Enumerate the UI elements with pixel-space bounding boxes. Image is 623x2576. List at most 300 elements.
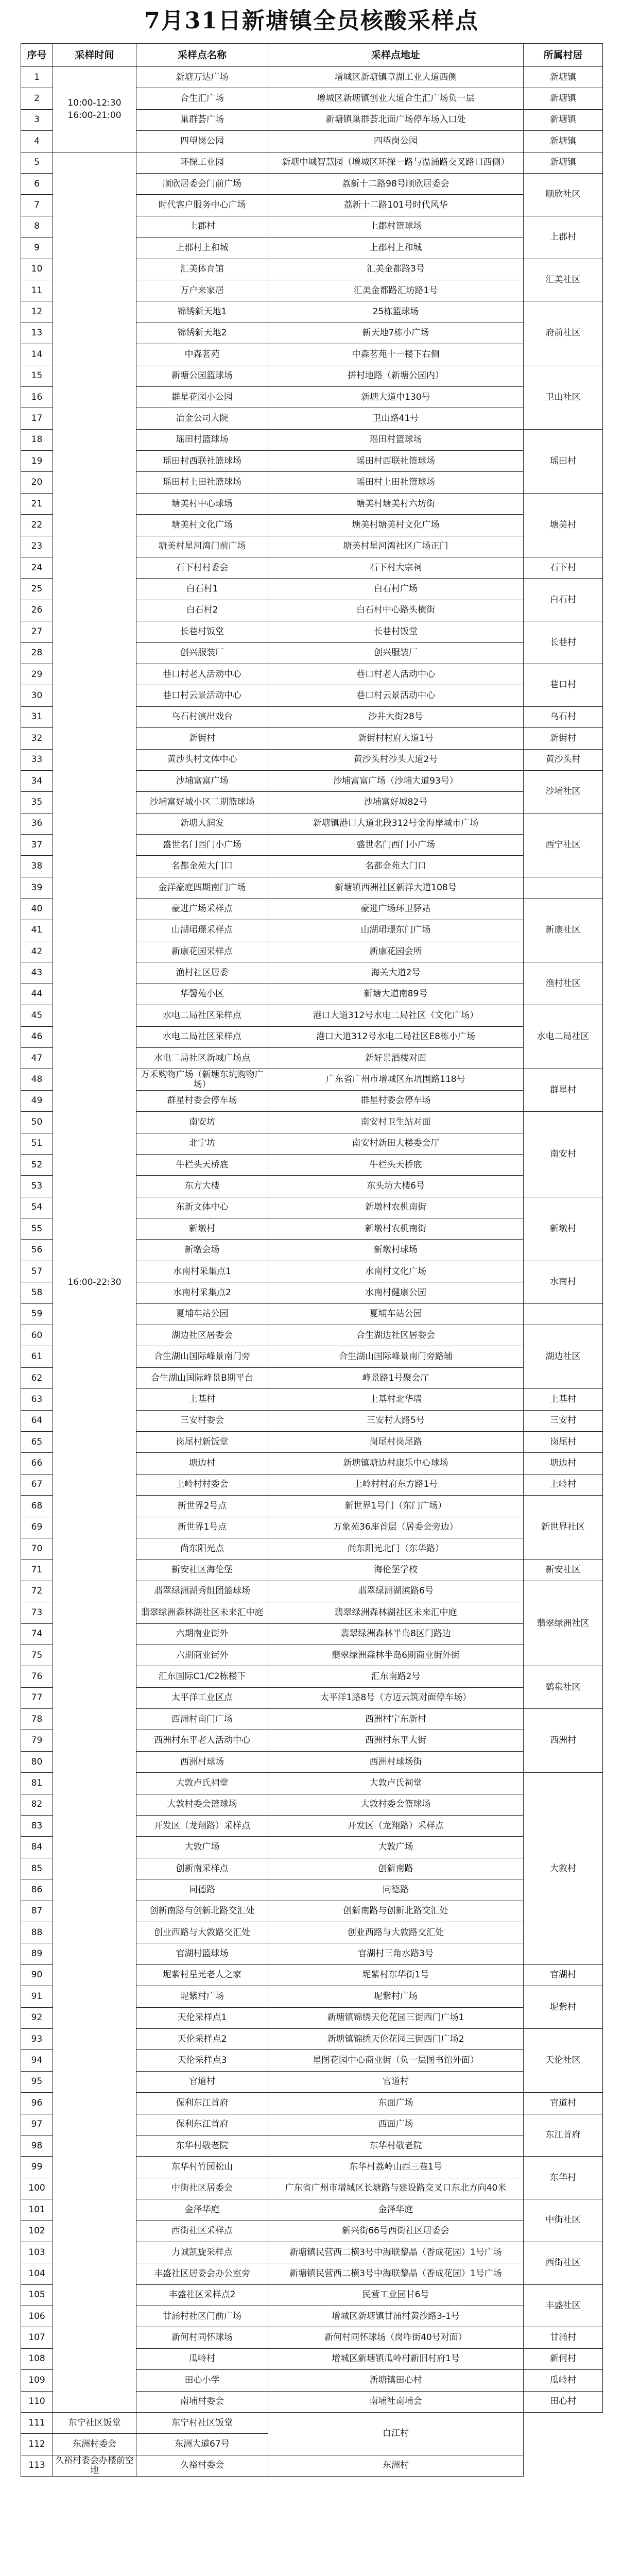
site-address: 新墩村农机南街 [268, 1197, 524, 1218]
row-index: 92 [21, 2007, 53, 2028]
row-index: 16 [21, 386, 53, 408]
row-index: 20 [21, 472, 53, 493]
site-name: 豪进广场采样点 [136, 899, 268, 920]
community: 东洲村 [268, 2455, 524, 2476]
community: 南安村 [524, 1112, 603, 1197]
site-name: 水电二局社区新城广场点 [136, 1047, 268, 1069]
site-name: 盛世名门西门小广场 [136, 835, 268, 856]
site-name: 南安坊 [136, 1112, 268, 1133]
site-address: 翡翠绿洲森林半岛6期商业街外街 [268, 1645, 524, 1666]
community: 甘涌村 [524, 2327, 603, 2348]
page-title: 7月31日新塘镇全员核酸采样点 [144, 8, 479, 34]
site-name: 白石村2 [136, 600, 268, 621]
site-address: 汇美金都路汇坊路1号 [268, 280, 524, 301]
site-address: 新天地7栋小广场 [268, 323, 524, 344]
site-address: 四望岗公园 [268, 131, 524, 152]
site-name: 渔村社区居委 [136, 962, 268, 984]
site-name: 顺欣居委会门前广场 [136, 173, 268, 194]
row-index: 104 [21, 2263, 53, 2284]
site-address: 名都金苑大门口 [268, 856, 524, 877]
site-address: 创新南路与创新北路交汇处 [268, 1901, 524, 1922]
site-address: 港口大道312号水电二局社区E8栋小广场 [268, 1026, 524, 1047]
community: 新塘镇 [524, 109, 603, 130]
site-name: 力诚凯旋采样点 [136, 2242, 268, 2263]
community: 长巷村 [524, 621, 603, 664]
row-index: 76 [21, 1666, 53, 1687]
site-name: 夏埔车站公园 [136, 1303, 268, 1325]
site-address: 民营工业园甘6号 [268, 2284, 524, 2306]
header-community: 所属村居 [524, 44, 603, 67]
site-address: 汇美金都路3号 [268, 259, 524, 280]
row-index: 59 [21, 1303, 53, 1325]
site-address: 盛世名门西门小广场 [268, 835, 524, 856]
row-index: 33 [21, 749, 53, 770]
community: 新塘镇 [524, 67, 603, 88]
row-index: 64 [21, 1410, 53, 1431]
site-name: 沙埔富富广场 [136, 770, 268, 791]
site-name: 新塘万达广场 [136, 67, 268, 88]
site-address: 西洲村东平大街 [268, 1730, 524, 1751]
community: 丰盛社区 [524, 2284, 603, 2327]
row-index: 19 [21, 451, 53, 472]
community: 塘美村 [524, 493, 603, 557]
site-name: 长巷村饭堂 [136, 621, 268, 642]
site-name: 中街社区居委会 [136, 2178, 268, 2199]
site-address: 新康花园会所 [268, 941, 524, 962]
community: 水南村 [524, 1261, 603, 1303]
row-index: 95 [21, 2071, 53, 2092]
site-name: 创新南采样点 [136, 1858, 268, 1879]
site-address: 25栋篮球场 [268, 301, 524, 323]
site-address: 翡翠绿洲森林湖社区未来汇中庭 [268, 1602, 524, 1623]
site-address: 白石村广场 [268, 579, 524, 600]
site-address: 新塘镇锦绣天伦花园三街西门广场1 [268, 2007, 524, 2028]
community: 塘边村 [524, 1453, 603, 1474]
site-address: 新塘镇民营西二横3号中海联黎晶（香成花园）1号广场 [268, 2263, 524, 2284]
site-address: 黄沙头村沙头大道2号 [268, 749, 524, 770]
site-name: 湖边社区居委会 [136, 1325, 268, 1346]
row-index: 55 [21, 1218, 53, 1240]
site-name: 保利东江首府 [136, 2093, 268, 2114]
community: 巷口村 [524, 664, 603, 706]
header-site-address: 采样点地址 [268, 44, 524, 67]
row-index: 94 [21, 2050, 53, 2071]
site-name: 尚东阳光点 [136, 1538, 268, 1559]
site-address: 创新南路 [268, 1858, 524, 1879]
site-name: 水电二局社区采样点 [136, 1005, 268, 1026]
community: 新街村 [524, 728, 603, 749]
row-index: 73 [21, 1602, 53, 1623]
site-address: 久裕村委会 [136, 2455, 268, 2476]
site-name: 黄沙头村文体中心 [136, 749, 268, 770]
row-index: 31 [21, 706, 53, 727]
site-name: 西街社区采样点 [136, 2221, 268, 2242]
row-index: 96 [21, 2093, 53, 2114]
site-address: 三安村大路5号 [268, 1410, 524, 1431]
row-index: 43 [21, 962, 53, 984]
row-index: 37 [21, 835, 53, 856]
site-address: 荔新十二路101号时代风华 [268, 195, 524, 216]
site-name: 合生湖山国际峰景南门旁 [136, 1346, 268, 1367]
row-index: 65 [21, 1432, 53, 1453]
site-address: 巷口村老人活动中心 [268, 664, 524, 685]
row-index: 81 [21, 1773, 53, 1794]
sampling-points-table [21, 43, 602, 2477]
site-name: 田心小学 [136, 2370, 268, 2391]
community: 官道村 [524, 2093, 603, 2114]
row-index: 80 [21, 1751, 53, 1772]
site-address: 海伦堡学校 [268, 1560, 524, 1581]
site-name: 东华村竹园松山 [136, 2157, 268, 2178]
site-name: 三安村委会 [136, 1410, 268, 1431]
row-index: 79 [21, 1730, 53, 1751]
row-index: 26 [21, 600, 53, 621]
site-address: 西面广场 [268, 2114, 524, 2135]
site-name: 东宁社区饭堂 [53, 2412, 136, 2433]
row-index: 105 [21, 2284, 53, 2306]
community: 西宁社区 [524, 813, 603, 877]
site-address: 南安村新田大楼委会厅 [268, 1133, 524, 1154]
site-address: 新塘大道南89号 [268, 984, 524, 1005]
row-index: 83 [21, 1816, 53, 1837]
row-index: 88 [21, 1922, 53, 1943]
community: 西街社区 [524, 2242, 603, 2284]
row-index: 72 [21, 1581, 53, 1602]
site-address: 水南村健康公园 [268, 1282, 524, 1303]
community: 田心村 [524, 2391, 603, 2412]
site-name: 新墩会场 [136, 1240, 268, 1261]
site-name: 时代客户服务中心广场 [136, 195, 268, 216]
site-address: 沙井大街28号 [268, 706, 524, 727]
row-index: 8 [21, 216, 53, 237]
site-address: 拼村地路（新塘公园内） [268, 365, 524, 386]
site-name: 汇东国际C1/C2栋楼下 [136, 1666, 268, 1687]
row-index: 85 [21, 1858, 53, 1879]
site-name: 上岭村村委会 [136, 1474, 268, 1495]
site-address: 沙埔富好城82号 [268, 792, 524, 813]
row-index: 28 [21, 642, 53, 664]
community [524, 1303, 603, 1325]
site-address: 海关大道2号 [268, 962, 524, 984]
site-address: 开发区（龙翔路）采样点 [268, 1816, 524, 1837]
community: 鹤泉社区 [524, 1666, 603, 1709]
row-index: 93 [21, 2028, 53, 2049]
row-index: 48 [21, 1069, 53, 1090]
row-index: 87 [21, 1901, 53, 1922]
site-name: 翡翠绿洲湖秀组团篮球场 [136, 1581, 268, 1602]
row-index: 86 [21, 1879, 53, 1901]
row-index: 12 [21, 301, 53, 323]
row-index: 113 [21, 2455, 53, 2476]
community: 新塘镇 [524, 152, 603, 173]
community: 新墩村 [524, 1197, 603, 1261]
site-name: 新世界1号点 [136, 1517, 268, 1538]
site-address: 岗尾村岗尾路 [268, 1432, 524, 1453]
site-address: 翡翠绿洲湖滨路6号 [268, 1581, 524, 1602]
site-address: 新塘镇民营西二横3号中海联黎晶（香成花园）1号广场 [268, 2242, 524, 2263]
row-index: 101 [21, 2199, 53, 2221]
site-address: 增城区新塘镇章湖工业大道西侧 [268, 67, 524, 88]
site-name: 塘美村星河湾门前广场 [136, 536, 268, 557]
row-index: 11 [21, 280, 53, 301]
site-address: 星图花园中心商业街（负一层图书馆外面） [268, 2050, 524, 2071]
site-address: 汇东南路2号 [268, 1666, 524, 1687]
row-index: 98 [21, 2135, 53, 2156]
site-name: 万户来家居 [136, 280, 268, 301]
site-name: 丰盛社区采样点2 [136, 2284, 268, 2306]
row-index: 30 [21, 685, 53, 706]
row-index: 27 [21, 621, 53, 642]
sampling-time: 10:00-12:30 16:00-21:00 [53, 67, 136, 152]
site-address: 白石村中心路头横街 [268, 600, 524, 621]
site-address: 东华村荔岭山西三巷1号 [268, 2157, 524, 2178]
row-index: 97 [21, 2114, 53, 2135]
row-index: 67 [21, 1474, 53, 1495]
community: 新何村 [524, 2348, 603, 2369]
site-name: 上郡村 [136, 216, 268, 237]
site-name: 环探工业园 [136, 152, 268, 173]
site-name: 新安社区海伦堡 [136, 1560, 268, 1581]
site-name: 沙埔富好城小区二期篮球场 [136, 792, 268, 813]
site-address: 新墩村球场 [268, 1240, 524, 1261]
site-name: 合生湖山国际峰景B期平台 [136, 1367, 268, 1388]
row-index: 4 [21, 131, 53, 152]
row-index: 66 [21, 1453, 53, 1474]
community: 大敦村 [524, 1773, 603, 1965]
site-name: 南埔村委会 [136, 2391, 268, 2412]
site-address: 上基村北华墙 [268, 1389, 524, 1410]
row-index: 54 [21, 1197, 53, 1218]
row-index: 14 [21, 344, 53, 365]
site-name: 上郡村上和城 [136, 238, 268, 259]
site-name: 万禾购物广场（新塘东坑购物广场） [136, 1069, 268, 1090]
row-index: 53 [21, 1176, 53, 1197]
site-name: 上基村 [136, 1389, 268, 1410]
community: 翡翠绿洲社区 [524, 1581, 603, 1666]
community: 天伦社区 [524, 2028, 603, 2092]
site-address: 东面广场 [268, 2093, 524, 2114]
site-address: 西洲村宁东新村 [268, 1709, 524, 1730]
site-address: 峰景路1号聚会厅 [268, 1367, 524, 1388]
site-name: 西洲村南门广场 [136, 1709, 268, 1730]
site-name: 瑶田村篮球场 [136, 429, 268, 450]
site-name: 六期商业街外 [136, 1645, 268, 1666]
site-address: 东宁村社区饭堂 [136, 2412, 268, 2433]
site-address: 太平洋1路8号（方迈云筑对面停车场） [268, 1687, 524, 1708]
site-name: 名都金苑大门口 [136, 856, 268, 877]
row-index: 13 [21, 323, 53, 344]
site-name: 石下村村委会 [136, 557, 268, 578]
row-index: 56 [21, 1240, 53, 1261]
community: 新康社区 [524, 899, 603, 962]
site-address: 石下村大宗祠 [268, 557, 524, 578]
site-address: 荔新十二路98号顺欣居委会 [268, 173, 524, 194]
community: 新塘镇 [524, 131, 603, 152]
row-index: 39 [21, 877, 53, 898]
community: 官湖村 [524, 1964, 603, 1986]
site-address: 增城区新塘镇甘涌村黄沙路3-1号 [268, 2306, 524, 2327]
site-name: 坭紫村广场 [136, 1986, 268, 2007]
row-index: 7 [21, 195, 53, 216]
site-name: 天伦采样点3 [136, 2050, 268, 2071]
site-address: 坭紫村东华街1号 [268, 1964, 524, 1986]
site-name: 瑶田村西联社篮球场 [136, 451, 268, 472]
site-address: 卫山路41号 [268, 408, 524, 429]
site-address: 广东省广州市增城区东坑围路118号 [268, 1069, 524, 1090]
header-index: 序号 [21, 44, 53, 67]
row-index: 107 [21, 2327, 53, 2348]
site-address: 新塘镇西洲社区新洋大道108号 [268, 877, 524, 898]
row-index: 5 [21, 152, 53, 173]
site-name: 金泽华庭 [136, 2199, 268, 2221]
site-name: 乌石村演出戏台 [136, 706, 268, 727]
row-index: 29 [21, 664, 53, 685]
site-name: 甘涌村社区门前广场 [136, 2306, 268, 2327]
site-name: 水南村采集点1 [136, 1261, 268, 1282]
community: 上基村 [524, 1389, 603, 1410]
site-address: 新塘镇锦绣天伦花园三街西门广场2 [268, 2028, 524, 2049]
row-index: 103 [21, 2242, 53, 2263]
site-name: 西洲村球场 [136, 1751, 268, 1772]
site-address: 南埔社南埔会 [268, 2391, 524, 2412]
community: 新安社区 [524, 1560, 603, 1581]
site-address: 水南村文化广场 [268, 1261, 524, 1282]
site-address: 牛栏头天桥底 [268, 1154, 524, 1175]
row-index: 109 [21, 2370, 53, 2391]
site-address: 合生湖山国际峰景南门旁路辅 [268, 1346, 524, 1367]
site-address: 增城区新塘镇瓜岭村新旧村府1号 [268, 2348, 524, 2369]
row-index: 24 [21, 557, 53, 578]
row-index: 9 [21, 238, 53, 259]
row-index: 111 [21, 2412, 53, 2433]
site-address: 东洲大道67号 [136, 2434, 268, 2455]
site-name: 创新南路与创新北路交汇处 [136, 1901, 268, 1922]
site-name: 锦绣新天地2 [136, 323, 268, 344]
row-index: 100 [21, 2178, 53, 2199]
site-name: 巢群荟广场 [136, 109, 268, 130]
row-index: 35 [21, 792, 53, 813]
site-name: 华馨苑小区 [136, 984, 268, 1005]
site-address: 官道村 [268, 2071, 524, 2092]
row-index: 10 [21, 259, 53, 280]
site-address: 新塘中城智慧园（增城区环探一路与温涌路交叉路口西侧） [268, 152, 524, 173]
row-index: 18 [21, 429, 53, 450]
site-address: 新墩村农机南街 [268, 1218, 524, 1240]
site-address: 港口大道312号水电二局社区（文化广场） [268, 1005, 524, 1026]
site-address: 山湖珺璟东门广场 [268, 920, 524, 941]
site-address: 新塘镇塘边村康乐中心球场 [268, 1453, 524, 1474]
row-index: 17 [21, 408, 53, 429]
table-header-row [21, 44, 603, 67]
row-index: 21 [21, 493, 53, 514]
site-address: 创业西路与大敦路交汇处 [268, 1922, 524, 1943]
site-address: 金泽华庭 [268, 2199, 524, 2221]
site-name: 山湖珺璟采样点 [136, 920, 268, 941]
row-index: 1 [21, 67, 53, 88]
site-address: 沙埔富富广场（沙埔大道93号） [268, 770, 524, 791]
site-name: 官湖村篮球场 [136, 1943, 268, 1964]
row-index: 34 [21, 770, 53, 791]
site-name: 汇美体育馆 [136, 259, 268, 280]
row-index: 91 [21, 1986, 53, 2007]
community: 石下村 [524, 557, 603, 578]
row-index: 41 [21, 920, 53, 941]
site-address: 万象苑36座首层（居委会旁边） [268, 1517, 524, 1538]
community: 黄沙头村 [524, 749, 603, 770]
site-address: 东头坊大楼6号 [268, 1176, 524, 1197]
site-address: 瑶田村西联社篮球场 [268, 451, 524, 472]
site-name: 牛栏头天桥底 [136, 1154, 268, 1175]
site-name: 大敦广场 [136, 1837, 268, 1858]
row-index: 44 [21, 984, 53, 1005]
site-name: 水南村采集点2 [136, 1282, 268, 1303]
row-index: 49 [21, 1090, 53, 1111]
row-index: 42 [21, 941, 53, 962]
site-address: 新塘镇田心村 [268, 2370, 524, 2391]
site-name: 保利东江首府 [136, 2114, 268, 2135]
table-row [21, 2412, 603, 2433]
site-name: 天伦采样点1 [136, 2007, 268, 2028]
site-address: 尚东阳光北门（东华路） [268, 1538, 524, 1559]
row-index: 23 [21, 536, 53, 557]
site-name: 久裕村委会办楼前空地 [53, 2455, 136, 2476]
site-name: 塘美村中心球场 [136, 493, 268, 514]
site-name: 岗尾村新饭堂 [136, 1432, 268, 1453]
table-row [21, 67, 603, 88]
row-index: 90 [21, 1964, 53, 1986]
site-name: 锦绣新天地1 [136, 301, 268, 323]
community: 坭紫村 [524, 1986, 603, 2029]
site-address: 新塘大道中130号 [268, 386, 524, 408]
community: 水电二局社区 [524, 1005, 603, 1069]
community [524, 877, 603, 898]
site-name: 金洋豪庭四期南门广场 [136, 877, 268, 898]
row-index: 50 [21, 1112, 53, 1133]
community: 东江首府 [524, 2114, 603, 2157]
row-index: 89 [21, 1943, 53, 1964]
row-index: 75 [21, 1645, 53, 1666]
site-name: 瓜岭村 [136, 2348, 268, 2369]
community: 上郡村 [524, 216, 603, 259]
site-address: 塘美村塘美村文化广场 [268, 515, 524, 536]
row-index: 57 [21, 1261, 53, 1282]
community: 东华村 [524, 2157, 603, 2199]
row-index: 68 [21, 1496, 53, 1517]
community: 西洲村 [524, 1709, 603, 1773]
site-address: 上郡村篮球场 [268, 216, 524, 237]
site-address: 新好景酒楼对面 [268, 1047, 524, 1069]
site-name: 中森茗苑 [136, 344, 268, 365]
row-index: 3 [21, 109, 53, 130]
table-row [21, 152, 603, 173]
site-name: 群星花园小公园 [136, 386, 268, 408]
site-address: 夏埔车站公园 [268, 1303, 524, 1325]
site-name: 新康花园采样点 [136, 941, 268, 962]
table-row [21, 2455, 603, 2476]
site-address: 新世界1号门（东门广场） [268, 1496, 524, 1517]
row-index: 58 [21, 1282, 53, 1303]
site-name: 六期南业街外 [136, 1623, 268, 1645]
row-index: 52 [21, 1154, 53, 1175]
site-name: 天伦采样点2 [136, 2028, 268, 2049]
site-address: 瑶田村上田社篮球场 [268, 472, 524, 493]
site-address: 大敦卢氏祠堂 [268, 1773, 524, 1794]
site-name: 白石村1 [136, 579, 268, 600]
site-address: 西洲村球场街 [268, 1751, 524, 1772]
site-address: 新街村村府大道1号 [268, 728, 524, 749]
row-index: 71 [21, 1560, 53, 1581]
site-name: 巷口村云景活动中心 [136, 685, 268, 706]
